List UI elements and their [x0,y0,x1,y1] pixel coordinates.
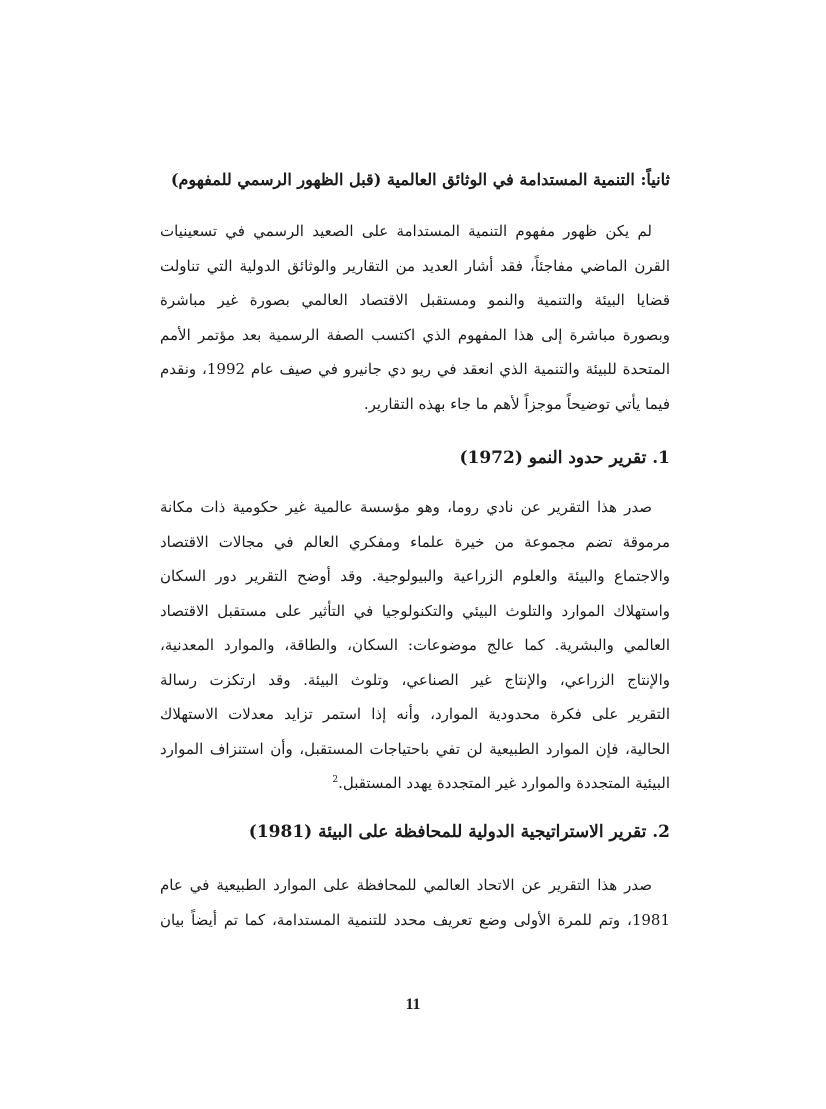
paragraph-line: العالمي والبشرية. كما عالج موضوعات: السكان، والطاقة، والموارد المعدنية، [160,636,670,654]
intro-paragraph [160,214,670,421]
paragraph-line: والإنتاج الزراعي، والإنتاج غير الصناعي، وتلوث البيئة. وقد ارتكزت رسالة [160,670,670,689]
footnote-marker[interactable]: 2 [332,775,339,785]
section-1-title: 1. تقرير حدود النمو (1972) [459,448,670,468]
paragraph-line: قضايا البيئة والتنمية والنمو ومستقبل الاقتصاد العالمي بصورة غير مباشرة [160,291,670,309]
paragraph-line: صدر هذا التقرير عن الاتحاد العالمي للمحافظة على الموارد الطبيعية في عام [160,876,652,894]
section-2-title: 2. تقرير الاستراتيجية الدولية للمحافظة على البيئة (1981) [248,822,670,842]
paragraph-line: فيما يأتي توضيحاً موجزاً لأهم ما جاء بهذه التقارير. [363,394,670,413]
paragraph-line: وبصورة مباشرة إلى هذا المفهوم الذي اكتسب الصفة الرسمية بعد مؤتمر الأمم [160,325,670,344]
paragraph-line-text: البيئية المتجددة والموارد غير المتجددة يهدد المستقبل. [338,774,670,792]
section-2-paragraph [160,868,670,937]
paragraph-line: الحالية، فإن الموارد الطبيعية لن تفي باحتياجات المستقبل، وأن استنزاف الموارد [160,739,670,758]
paragraph-line: واستهلاك الموارد والتلوث البيئي والتكنولوجيا في التأثير على مستقبل الاقتصاد [160,601,670,620]
paragraph-line: لم يكن ظهور مفهوم التنمية المستدامة على الصعيد الرسمي في تسعينيات [160,222,652,240]
section-heading-main: ثانياً: التنمية المستدامة في الوثائق العالمية (قبل الظهور الرسمي للمفهوم) [170,170,670,189]
paragraph-line: التقرير على فكرة محدودية الموارد، وأنه إذا استمر تزايد معدلات الاستهلاك [160,705,670,723]
document-page [160,0,670,1109]
paragraph-line: مرموقة تضم مجموعة من خيرة علماء ومفكري العالم في مجالات الاقتصاد [160,532,670,551]
paragraph-line: 1981، وتم للمرة الأولى وضع تعريف محدد للتنمية المستدامة، كما تم أيضاً بيان [160,910,670,929]
paragraph-line: المتحدة للبيئة والتنمية الذي انعقد في ريو دي جانيرو في صيف عام 1992، ونقدم [160,360,670,378]
paragraph-line: القرن الماضي مفاجئاً، فقد أشار العديد من التقارير والوثائق الدولية التي تناولت [160,256,670,275]
paragraph-line: صدر هذا التقرير عن نادي روما، وهو مؤسسة عالمية غير حكومية ذات مكانة [160,498,652,516]
paragraph-line-with-footnote [160,766,670,801]
page-number: 11 [405,996,421,1013]
paragraph-line: والاجتماع والبيئة والعلوم الزراعية والبيولوجية. وقد أوضح التقرير دور السكان [160,567,670,585]
section-1-paragraph [160,490,670,801]
